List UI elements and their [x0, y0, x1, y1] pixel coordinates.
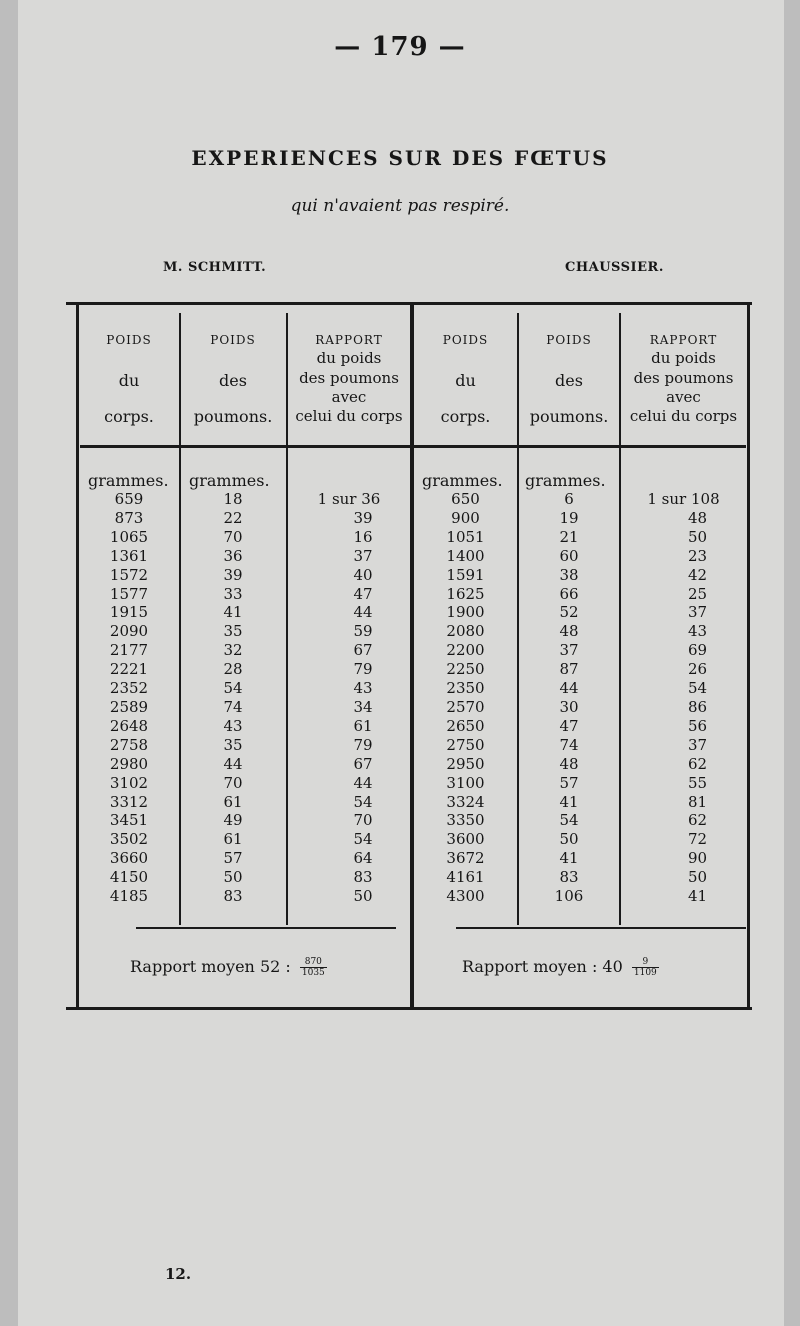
- table-cell: 40: [353, 565, 373, 584]
- header-line: du poids: [651, 349, 716, 367]
- table-cell: 33: [223, 584, 243, 603]
- average-fraction: [632, 957, 659, 978]
- table-cell: 41: [559, 792, 579, 811]
- table-cell: 41: [559, 849, 579, 868]
- table-cell: 2650: [446, 716, 485, 735]
- table-cell: 48: [687, 508, 708, 527]
- signature-mark: 12.: [165, 1265, 192, 1283]
- table-cell: 52: [559, 603, 579, 622]
- header-line: du: [118, 371, 140, 390]
- table-cell: 47: [559, 716, 579, 735]
- table-cell: 48: [559, 754, 579, 773]
- header-rapport-right: [621, 333, 746, 433]
- table-cell: 61: [353, 716, 373, 735]
- table-cell: 50: [687, 868, 708, 887]
- header-line: corps.: [104, 407, 154, 426]
- header-poids-poumons-right: [519, 333, 619, 433]
- schmitt-corps-column: [80, 490, 178, 906]
- table-cell: 87: [559, 660, 579, 679]
- table-cell: 64: [353, 849, 373, 868]
- table-cell: 3100: [446, 773, 485, 792]
- table-cell: 39: [353, 508, 373, 527]
- author-chaussier: CHAUSSIER.: [565, 260, 664, 275]
- table-cell: 23: [687, 546, 708, 565]
- table-cell: 1065: [109, 527, 149, 546]
- table-cell: 70: [223, 527, 243, 546]
- header-line: corps.: [440, 407, 491, 426]
- units-label: grammes.: [525, 471, 606, 490]
- chaussier-average: [462, 957, 659, 978]
- table-cell: 70: [353, 811, 373, 830]
- table-cell: 54: [223, 679, 243, 698]
- table-cell: 39: [223, 565, 243, 584]
- table-border-right: [747, 305, 750, 1007]
- table-cell: 54: [687, 679, 708, 698]
- schmitt-poumons-column: [181, 490, 285, 906]
- fraction-denominator: 1035: [301, 968, 325, 978]
- table-cell: 83: [223, 887, 243, 906]
- units-label: grammes.: [189, 471, 270, 490]
- table-cell: 32: [223, 641, 243, 660]
- table-cell: 1915: [109, 603, 149, 622]
- table-cell: 2177: [109, 641, 149, 660]
- table-cell: 2648: [109, 716, 149, 735]
- table-cell: 86: [687, 697, 708, 716]
- units-label: grammes.: [88, 471, 169, 490]
- table-cell: 2750: [446, 735, 485, 754]
- table-cell: 3451: [109, 811, 149, 830]
- table-cell: 4150: [109, 868, 149, 887]
- table-cell: 3350: [446, 811, 485, 830]
- fraction-denominator: 1109: [633, 968, 657, 978]
- header-line: poumons.: [193, 407, 273, 426]
- table-cell: 28: [223, 660, 243, 679]
- table-cell: 81: [687, 792, 708, 811]
- table-cell: 67: [353, 641, 373, 660]
- header-line: du poids: [316, 349, 382, 367]
- schmitt-rapport-column: [288, 490, 410, 906]
- table-cell: 25: [687, 584, 708, 603]
- table-cell: 83: [559, 868, 579, 887]
- table-cell: 47: [353, 584, 373, 603]
- table-cell: 16: [353, 527, 373, 546]
- table-cell: 2250: [446, 660, 485, 679]
- table-cell: 22: [223, 508, 243, 527]
- table-cell: 2352: [109, 679, 149, 698]
- header-line: POIDS: [210, 333, 256, 347]
- table-cell: 1577: [109, 584, 149, 603]
- table-cell: 34: [353, 697, 373, 716]
- table-cell: 56: [687, 716, 708, 735]
- table-cell: 44: [559, 679, 579, 698]
- table-cell: 55: [687, 773, 708, 792]
- table-cell: 650: [451, 490, 480, 508]
- header-line: POIDS: [546, 333, 592, 347]
- table-cell: 37: [559, 641, 579, 660]
- table-cell: 66: [559, 584, 579, 603]
- table-cell: 67: [353, 754, 373, 773]
- table-cell: 41: [223, 603, 243, 622]
- table-cell: 3502: [109, 830, 149, 849]
- table-cell: 62: [687, 754, 708, 773]
- table-cell: 50: [223, 868, 243, 887]
- table-cell: 4300: [446, 887, 485, 906]
- table-cell: 79: [353, 735, 373, 754]
- header-poids-corps-right: [414, 333, 517, 433]
- table-cell: 35: [223, 735, 243, 754]
- average-fraction: [300, 957, 327, 978]
- table-cell: 61: [223, 792, 243, 811]
- table-cell: 2200: [446, 641, 485, 660]
- header-line: des poumons: [299, 369, 399, 387]
- bottom-rule-left: [136, 927, 396, 929]
- table-cell: 59: [353, 622, 373, 641]
- table-cell: 2350: [446, 679, 485, 698]
- table-cell: 70: [223, 773, 243, 792]
- table-cell: 74: [559, 735, 579, 754]
- header-line: des: [555, 371, 583, 390]
- table-cell: 72: [687, 830, 708, 849]
- header-line: RAPPORT: [649, 333, 718, 347]
- table-cell: 2570: [446, 697, 485, 716]
- average-label: Rapport moyen : 40: [462, 957, 623, 976]
- bottom-rule-right: [456, 927, 746, 929]
- table-cell: 21: [559, 527, 579, 546]
- table-cell: 50: [559, 830, 579, 849]
- table-cell: 44: [353, 603, 373, 622]
- header-line: des poumons: [633, 369, 734, 387]
- header-line: poumons.: [529, 407, 609, 426]
- table-cell: 37: [687, 603, 708, 622]
- schmitt-average: [130, 957, 327, 978]
- table-cell: 2950: [446, 754, 485, 773]
- table-cell: 90: [687, 849, 708, 868]
- header-line: du: [455, 371, 476, 390]
- header-line: POIDS: [106, 333, 152, 347]
- table-cell: 44: [353, 773, 373, 792]
- table-cell: 50: [353, 887, 373, 906]
- table-cell: 4161: [446, 868, 485, 887]
- table-cell: 1400: [446, 546, 485, 565]
- table-cell: 62: [687, 811, 708, 830]
- table-cell: 3312: [109, 792, 149, 811]
- table-cell: 900: [451, 508, 480, 527]
- table-cell: 106: [554, 887, 584, 906]
- table-cell: 36: [223, 546, 243, 565]
- table-cell: 2080: [446, 622, 485, 641]
- table-cell: 41: [687, 887, 708, 906]
- table-cell: 2090: [109, 622, 149, 641]
- table-cell: 3324: [446, 792, 485, 811]
- table-cell: 26: [687, 660, 708, 679]
- average-label: Rapport moyen 52 :: [130, 957, 291, 976]
- data-table: [66, 302, 752, 1010]
- table-title: EXPERIENCES SUR DES FŒTUS: [191, 146, 609, 170]
- table-cell: 69: [687, 641, 708, 660]
- table-cell: 1591: [446, 565, 485, 584]
- table-cell: 54: [559, 811, 579, 830]
- units-label: grammes.: [422, 471, 503, 490]
- table-cell: 1900: [446, 603, 485, 622]
- page-number: — 179 —: [334, 32, 466, 62]
- table-cell: 1572: [109, 565, 149, 584]
- table-cell: 43: [223, 716, 243, 735]
- fraction-numerator: 9: [632, 957, 659, 968]
- table-cell: 1051: [446, 527, 485, 546]
- table-cell: 43: [353, 679, 373, 698]
- table-cell: 37: [353, 546, 373, 565]
- header-line: des: [219, 371, 247, 390]
- table-cell: 35: [223, 622, 243, 641]
- table-cell: 43: [687, 622, 708, 641]
- table-cell: 2221: [109, 660, 149, 679]
- table-cell: 1 sur 36: [317, 490, 381, 508]
- table-cell: 1625: [446, 584, 485, 603]
- table-cell: 2758: [109, 735, 149, 754]
- table-cell: 50: [687, 527, 708, 546]
- chaussier-corps-column: [414, 490, 517, 906]
- table-cell: 83: [353, 868, 373, 887]
- header-line: RAPPORT: [315, 333, 383, 347]
- table-cell: 6: [564, 490, 574, 508]
- header-line: celui du corps: [629, 407, 738, 425]
- chaussier-rapport-column: [621, 490, 746, 906]
- table-cell: 18: [223, 490, 243, 508]
- table-cell: 3672: [446, 849, 485, 868]
- table-cell: 3600: [446, 830, 485, 849]
- table-cell: 54: [353, 830, 373, 849]
- table-cell: 1361: [109, 546, 149, 565]
- header-line: avec: [666, 388, 701, 406]
- author-schmitt: M. SCHMITT.: [163, 260, 267, 275]
- table-cell: 60: [559, 546, 579, 565]
- table-cell: 4185: [109, 887, 149, 906]
- header-line: avec: [331, 388, 367, 406]
- table-border-left: [76, 305, 79, 1007]
- table-cell: 42: [687, 565, 708, 584]
- table-cell: 38: [559, 565, 579, 584]
- table-cell: 30: [559, 697, 579, 716]
- table-cell: 659: [114, 490, 144, 508]
- fraction-numerator: 870: [300, 957, 327, 968]
- table-subtitle: qui n'avaient pas respiré.: [290, 196, 510, 216]
- table-cell: 1 sur 108: [647, 490, 720, 508]
- table-cell: 54: [353, 792, 373, 811]
- table-cell: 49: [223, 811, 243, 830]
- table-cell: 57: [559, 773, 579, 792]
- header-poids-poumons-left: [181, 333, 285, 433]
- table-cell: 74: [223, 697, 243, 716]
- table-cell: 2980: [109, 754, 149, 773]
- header-line: celui du corps: [295, 407, 403, 425]
- table-cell: 3660: [109, 849, 149, 868]
- table-cell: 873: [114, 508, 144, 527]
- table-cell: 44: [223, 754, 243, 773]
- table-cell: 2589: [109, 697, 149, 716]
- header-rapport-left: [288, 333, 410, 433]
- header-poids-corps-left: [80, 333, 178, 433]
- chaussier-poumons-column: [519, 490, 619, 906]
- table-cell: 79: [353, 660, 373, 679]
- table-cell: 19: [559, 508, 579, 527]
- header-line: POIDS: [442, 333, 489, 347]
- table-cell: 61: [223, 830, 243, 849]
- header-rule: [80, 445, 746, 448]
- table-cell: 48: [559, 622, 579, 641]
- table-cell: 57: [223, 849, 243, 868]
- table-cell: 3102: [109, 773, 149, 792]
- table-cell: 37: [687, 735, 708, 754]
